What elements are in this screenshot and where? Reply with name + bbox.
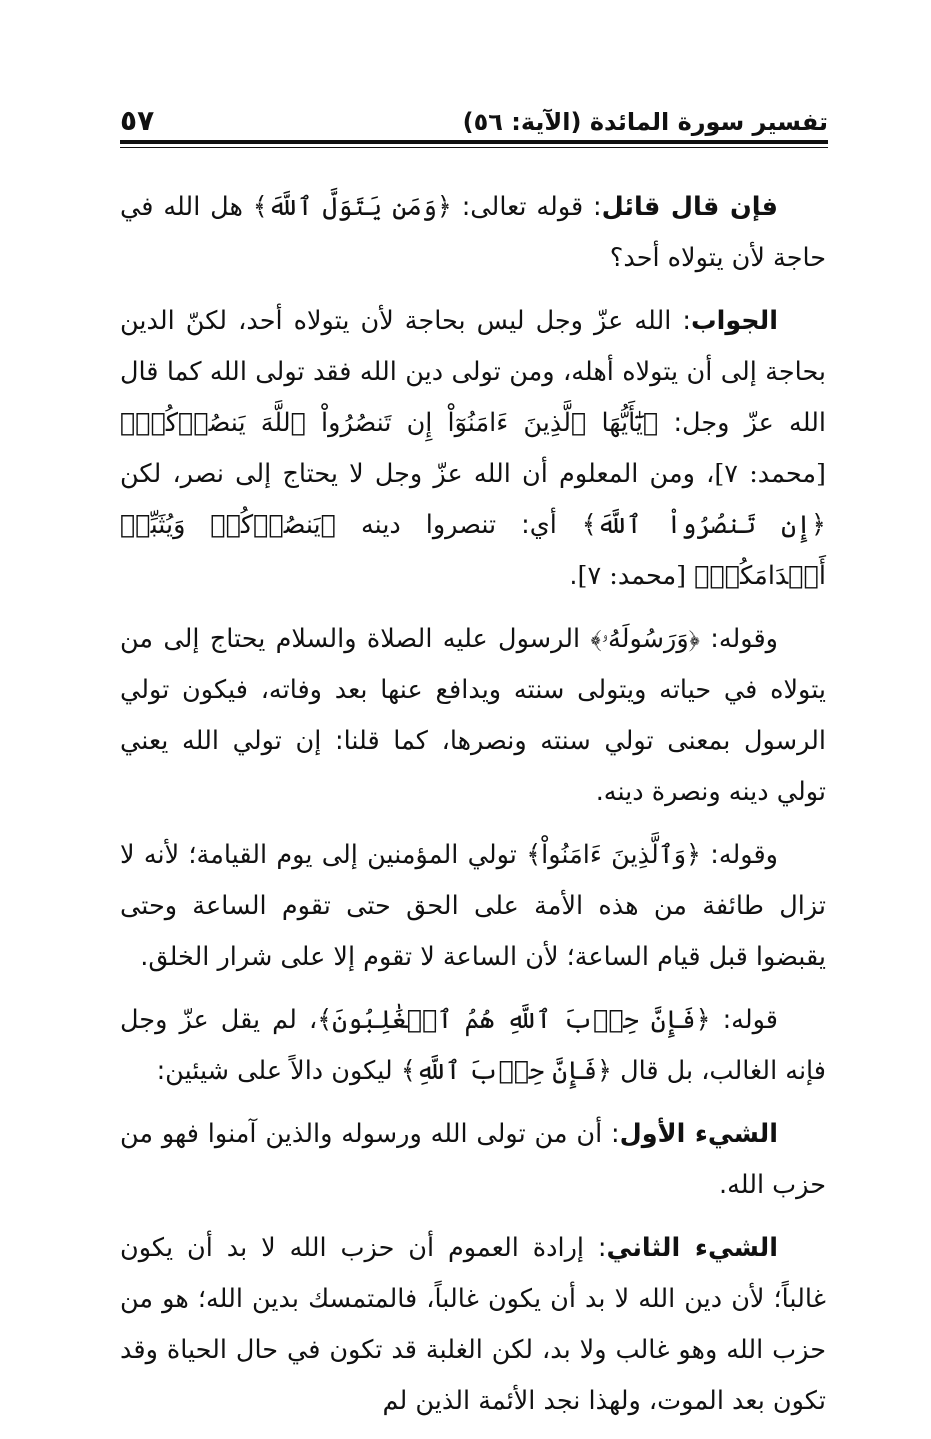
- paragraph-lead: الجواب: [690, 306, 778, 336]
- paragraph-text: وقوله:: [700, 840, 778, 870]
- quran-verse: ﴿إِن تَنصُرُواْ ٱللَّهَ﴾: [581, 510, 826, 540]
- page-header: [120, 104, 828, 140]
- paragraph-text: ليكون دالاً على شيئين:: [156, 1056, 401, 1086]
- paragraph-text: : أن من تولى الله ورسوله والذين آمنوا فهو من حزب الله.: [120, 1119, 826, 1200]
- paragraph-text: أي: تنصروا دينه: [335, 510, 582, 540]
- paragraph-text: : قوله تعالى:: [451, 192, 602, 222]
- paragraph-text: تولي المؤمنين إلى يوم القيامة؛ لأنه لا تزال طائفة من هذه الأمة على الحق حتى تقوم الساعة وحتى يقبضوا قبل قيام الساعة؛ لأن الساعة لا تقوم إلا على شرار الخلق.: [120, 840, 826, 972]
- paragraph-text: : الله عزّ وجل ليس بحاجة لأن يتولاه أحد، لكنّ الدين بحاجة إلى أن يتولاه أهله، ومن تولى دين الله فقد تولى الله كما قال الله عزّ وجل:: [120, 306, 826, 438]
- body-text: [120, 182, 826, 1439]
- paragraph-lead: الشيء الأول: [619, 1119, 778, 1149]
- paragraph-lead: فإن قال قائل: [601, 192, 778, 222]
- paragraph-text: وقوله:: [699, 624, 778, 654]
- quran-verse: ﴿وَٱلَّذِينَ ءَامَنُواْ﴾: [526, 840, 701, 870]
- paragraph-second-thing: [120, 1223, 826, 1427]
- paragraph-messenger: [120, 614, 826, 818]
- paragraph-question: [120, 182, 826, 284]
- header-rule-thick: [120, 140, 828, 144]
- paragraph-first-thing: [120, 1109, 826, 1211]
- paragraph-answer: [120, 296, 826, 602]
- quran-verse: ﴿وَرَسُولَهُۥ﴾: [590, 624, 700, 654]
- paragraph-believers: [120, 830, 826, 983]
- header-rule-thin: [120, 147, 828, 148]
- paragraph-text: قوله:: [710, 1005, 778, 1035]
- paragraph-party-of-allah: [120, 995, 826, 1097]
- verse-citation: [محمد: ٧]: [714, 459, 826, 489]
- verse-citation: [محمد: ٧]: [577, 561, 695, 591]
- quran-verse: ﴿فَإِنَّ حِزۡبَ ٱللَّهِ﴾: [400, 1056, 612, 1086]
- paragraph-text: الرسول عليه الصلاة والسلام يحتاج إلى من يتولاه في حياته ويتولى سنته ويدافع عنها بعد وفاته، فيكون تولي الرسول بمعنى تولي سنته ونصرها، كما قلنا: إن تولي الله يعني تولي دينه ونصرة دينه.: [120, 624, 826, 807]
- paragraph-text: هل الله في حاجة لأن يتولاه أحد؟: [120, 192, 826, 273]
- paragraph-text: : إرادة العموم أن حزب الله لا بد أن يكون غالباً؛ لأن دين الله لا بد أن يكون غالباً، فالمتمسك بدين الله؛ هو من حزب الله وهو غالب ولا بد، لكن الغلبة قد تكون في حال الحياة وقد تكون بعد الموت، ولهذا نجد الأئمة الذين لم: [120, 1233, 826, 1416]
- running-title: تفسير سورة المائدة (الآية: ٥٦): [462, 108, 828, 136]
- paragraph-text: ، لم يقل عزّ وجل فإنه الغالب، بل قال: [120, 1005, 826, 1086]
- paragraph-lead: الشيء الثاني: [606, 1233, 779, 1263]
- page-number: ٥٧: [120, 104, 155, 137]
- quran-verse: ﴿فَإِنَّ حِزۡبَ ٱللَّهِ هُمُ ٱلۡغَٰلِبُونَ﴾: [317, 1005, 711, 1035]
- quran-verse: ﴿وَمَن يَتَوَلَّ ٱللَّهَ﴾: [252, 192, 452, 222]
- quran-verse: ﴿يَٰٓأَيُّهَا ٱلَّذِينَ ءَامَنُوٓاْ إِن تَنصُرُواْ ٱللَّهَ يَنصُرۡكُمۡ﴾: [120, 408, 659, 438]
- paragraph-text: .: [569, 561, 578, 591]
- paragraph-text: ، ومن المعلوم أن الله عزّ وجل لا يحتاج إلى نصر، لكن: [120, 459, 715, 489]
- quran-verse: ﴿يَنصُرۡكُمۡ وَيُثَبِّتۡ أَقۡدَامَكُمۡ﴾: [120, 510, 826, 591]
